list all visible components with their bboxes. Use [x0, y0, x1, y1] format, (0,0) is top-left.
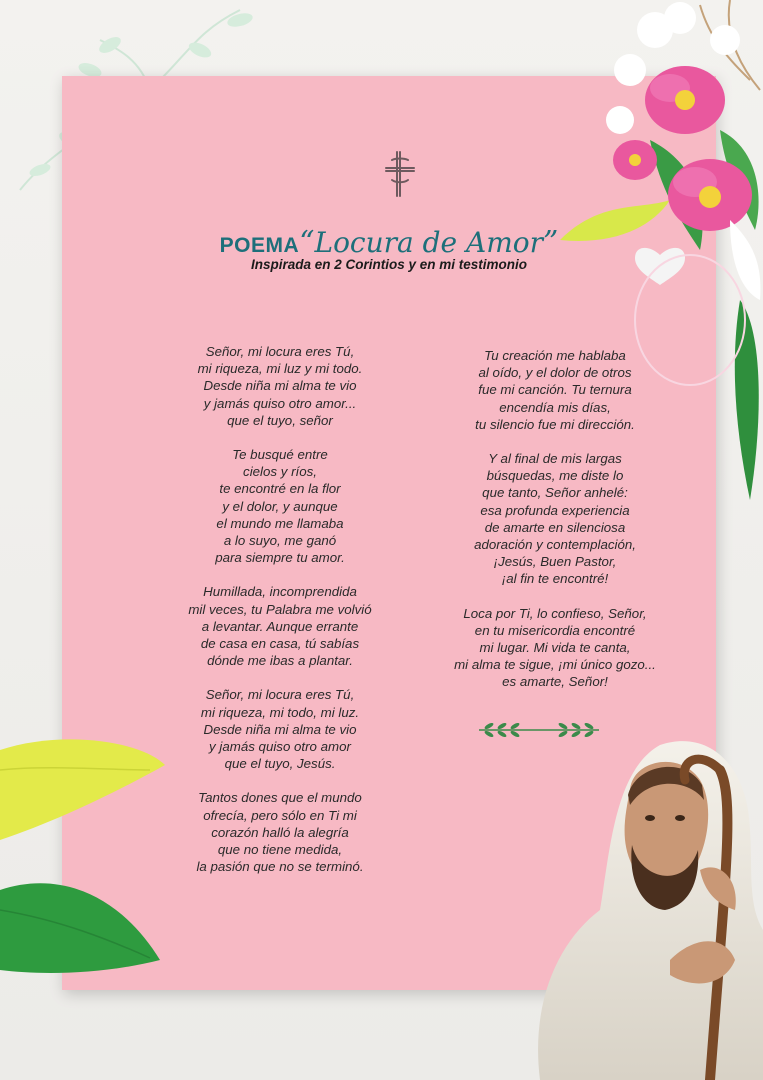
stanza: Señor, mi locura eres Tú, mi riqueza, mi luz y mi todo. Desde niña mi alma te vio y jamás quiso otro amor... que el tuyo, señor [197, 344, 363, 428]
stanza: Loca por Ti, lo confieso, Señor, en tu misericordia encontré mi lugar. Mi vida te canta, mi alma te sigue, ¡mi único gozo... es amarte, Señor! [454, 605, 656, 690]
poem-title [62, 226, 716, 272]
poem-column-left [160, 343, 400, 892]
title-name: Locura de Amor [314, 226, 544, 259]
stanza: Señor, mi locura eres Tú, mi riqueza, mi todo, mi luz. Desde niña mi alma te vio y jamás quiso otro amor que el tuyo, Jesús. [200, 687, 360, 772]
poem-column-right [430, 347, 680, 708]
cross-icon [382, 148, 418, 200]
title-open-quote: “ [299, 225, 315, 260]
stanza: Tu creación me hablaba al oído, y el dolor de otros fue mi canción. Tu ternura encendía mis días, tu silencio fue mi dirección. [475, 348, 635, 432]
stanza: Y al final de mis largas búsquedas, me diste lo que tanto, Señor anhelé: esa profunda experiencia de amarte en silenciosa adoración y contemplación, ¡Jesús, Buen Pastor, ¡al fin te encontré! [474, 451, 636, 587]
stanza: Humillada, incomprendida mil veces, tu Palabra me volvió a levantar. Aunque errante de casa en casa, tú sabías dónde me ibas a plantar. [188, 584, 372, 669]
stanza: Te busqué entre cielos y ríos, te encontré en la flor y el dolor, y aunque el mundo me llamaba a lo suyo, me ganó para siempre tu amor. [215, 447, 345, 566]
good-shepherd-portrait [520, 730, 763, 1080]
subtitle: Inspirada en 2 Corintios y en mi testimonio [250, 257, 528, 272]
stanza: Tantos dones que el mundo ofrecía, pero sólo en Ti mi corazón halló la alegría que no tiene medida, la pasión que no se terminó. [196, 790, 364, 875]
title-close-quote: ” [543, 225, 559, 260]
title-prefix: POEMA [219, 234, 300, 257]
